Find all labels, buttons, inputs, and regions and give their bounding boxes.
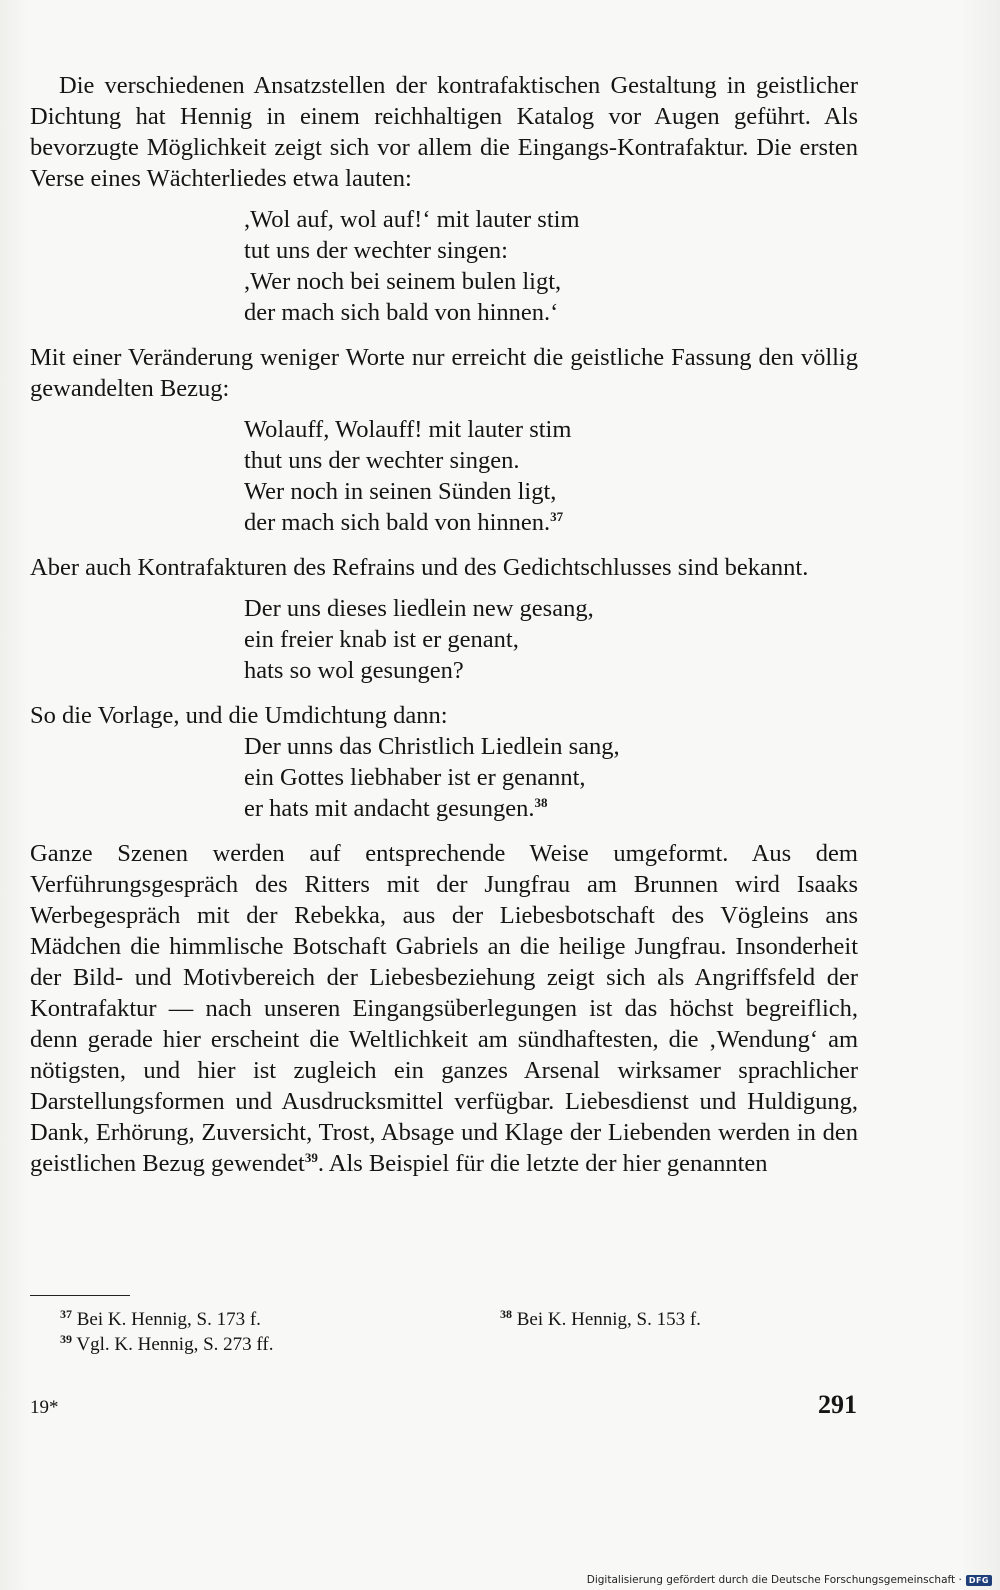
verse-line: Der unns das Christlich Liedlein sang, bbox=[244, 733, 620, 760]
footnote-38 bbox=[500, 1308, 701, 1332]
paragraph-3: Aber auch Kontrafakturen des Refrains und des Gedichtschlusses sind bekannt. bbox=[30, 554, 809, 581]
footnote-number: 37 bbox=[60, 1307, 72, 1321]
verse-line: tut uns der wechter singen: bbox=[244, 237, 508, 264]
verse-line: ,Wol auf, wol auf!‘ mit lauter stim bbox=[244, 206, 580, 233]
footnote-ref: 37 bbox=[550, 509, 564, 524]
verse-line: ein freier knab ist er genant, bbox=[244, 626, 519, 653]
verse-line-text: der mach sich bald von hinnen. bbox=[244, 509, 551, 536]
footnote-37 bbox=[60, 1308, 261, 1332]
verse-line: hats so wol gesungen? bbox=[244, 657, 464, 684]
footnote-text: Bei K. Hennig, S. 173 f. bbox=[76, 1309, 261, 1330]
paragraph-5 bbox=[30, 838, 858, 1179]
verse-4 bbox=[30, 731, 858, 824]
digitization-credit bbox=[587, 1574, 992, 1586]
footnote-text: Vgl. K. Hennig, S. 273 ff. bbox=[76, 1334, 274, 1355]
verse-line: ein Gottes liebhaber ist er genannt, bbox=[244, 764, 586, 791]
verse-line: thut uns der wechter singen. bbox=[244, 447, 520, 474]
paragraph-2: Mit einer Veränderung weniger Worte nur erreicht die geistliche Fassung den völlig gewandelten Bezug: bbox=[30, 344, 858, 402]
verse-1 bbox=[30, 204, 858, 328]
footnote-number: 38 bbox=[500, 1307, 512, 1321]
verse-line-text: er hats mit andacht gesungen. bbox=[244, 795, 535, 822]
verse-line: der mach sich bald von hinnen.‘ bbox=[244, 299, 559, 326]
footnote-ref: 38 bbox=[534, 795, 548, 810]
main-text bbox=[30, 70, 858, 1179]
dfg-logo-icon: DFG bbox=[966, 1575, 992, 1586]
signature-mark: 19* bbox=[30, 1397, 59, 1418]
page-number: 291 bbox=[818, 1390, 857, 1419]
paragraph-1: Die verschiedenen Ansatzstellen der kontrafaktischen Gestaltung in geistlicher Dichtung hat Hennig in einem reichhaltigen Katalog vor Augen geführt. Als bevorzugte Möglichkeit zeigt sich vor allem die Eingangs-Kontrafaktur. Die ersten Verse eines Wächterliedes etwa lauten: bbox=[30, 72, 858, 192]
paragraph-4: So die Vorlage, und die Umdichtung dann: bbox=[30, 702, 448, 729]
verse-line: Der uns dieses liedlein new gesang, bbox=[244, 595, 594, 622]
verse-3 bbox=[30, 593, 858, 686]
paragraph-5-tail: . Als Beispiel für die letzte der hier genannten bbox=[317, 1150, 768, 1177]
footnote-rule bbox=[30, 1295, 130, 1296]
verse-line bbox=[244, 507, 858, 538]
footnote-ref: 39 bbox=[304, 1150, 318, 1165]
verse-line: Wer noch in seinen Sünden ligt, bbox=[244, 478, 557, 505]
footnote-number: 39 bbox=[60, 1332, 72, 1346]
verse-line bbox=[244, 793, 858, 824]
verse-line: Wolauff, Wolauff! mit lauter stim bbox=[244, 416, 572, 443]
footnote-text: Bei K. Hennig, S. 153 f. bbox=[516, 1309, 701, 1330]
footnote-39 bbox=[60, 1333, 273, 1357]
verse-2 bbox=[30, 414, 858, 538]
credit-text: Digitalisierung gefördert durch die Deutsche Forschungsgemeinschaft · bbox=[586, 1574, 962, 1586]
verse-line: ,Wer noch bei seinem bulen ligt, bbox=[244, 268, 562, 295]
paragraph-5-text: Ganze Szenen werden auf entsprechende Weise umgeformt. Aus dem Verführungsgespräch des Ritters mit der Jungfrau am Brunnen wird Isaaks Werbegespräch mit der Rebekka, aus der Liebesbotschaft des Vögleins ans Mädchen die himmlische Botschaft Gabriels an die heilige Jungfrau. Insonderheit der Bild- und Motivbereich der Liebesbeziehung zeigt sich als Angriffsfeld der Kontrafaktur — nach unseren Eingangsüberlegungen ist das höchst begreiflich, denn gerade hier erscheint die Weltlichkeit am sündhaftesten, die ‚Wendung‘ am nötigsten, und hier ist zugleich ein ganzes Arsenal wirksamer sprachlicher Darstellungsformen und Ausdrucksmittel verfügbar. Liebesdienst und Huldigung, Dank, Erhörung, Zuversicht, Trost, Absage und Klage der Liebenden werden in den geistlichen Bezug gewendet bbox=[30, 840, 858, 1177]
